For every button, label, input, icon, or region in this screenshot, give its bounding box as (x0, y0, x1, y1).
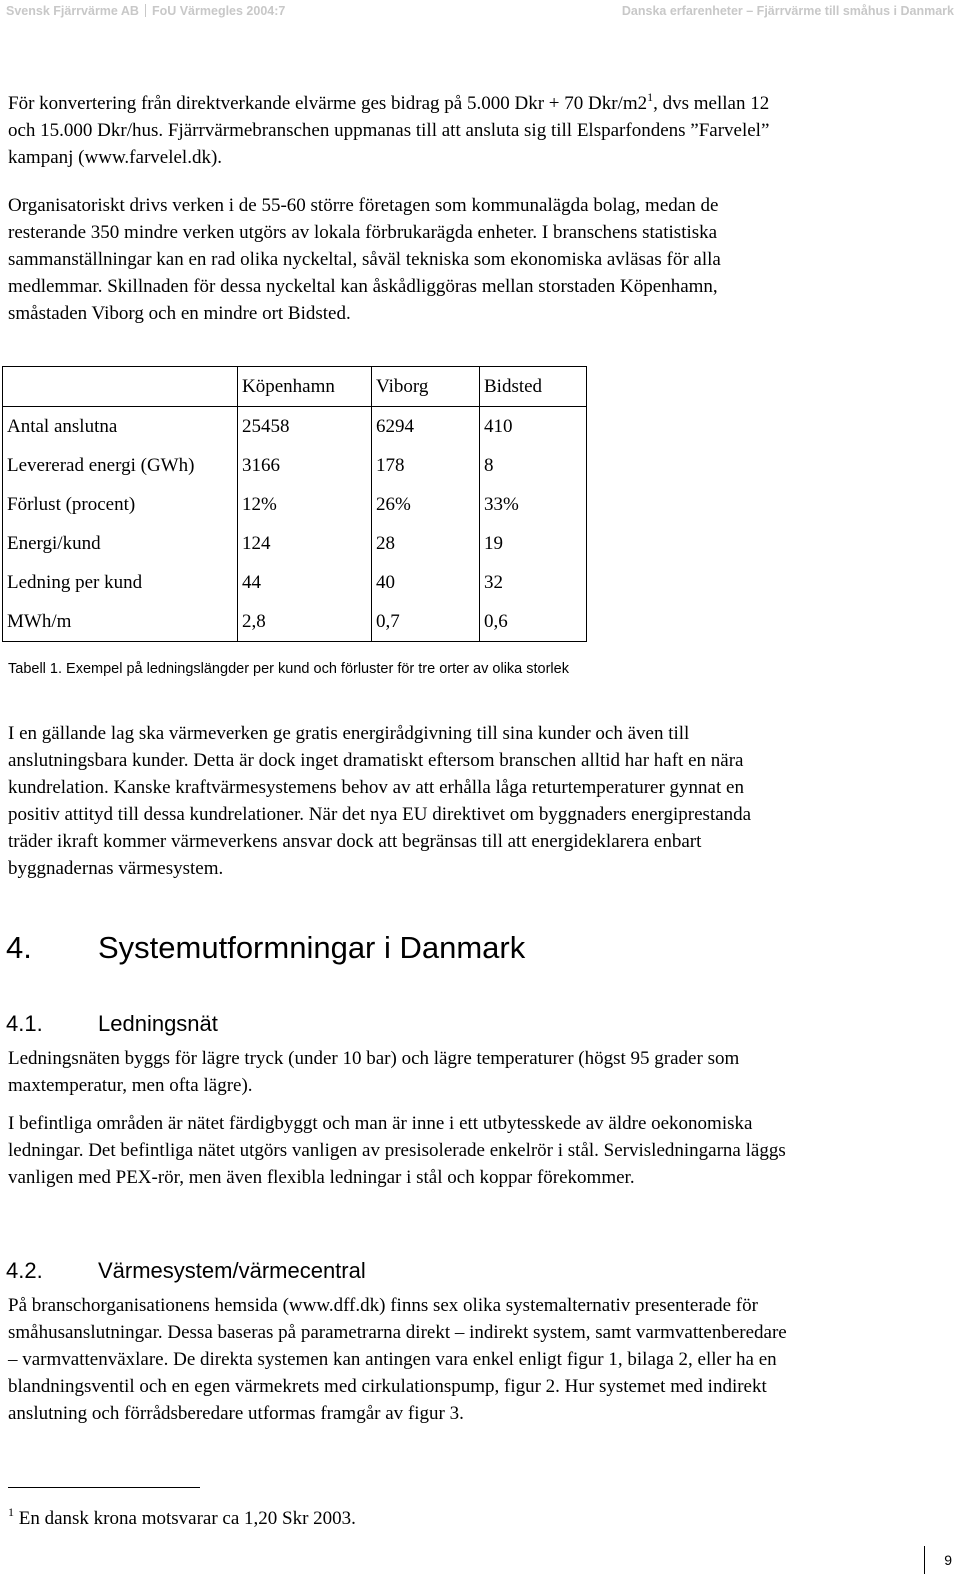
table-cell: 19 (480, 524, 587, 563)
table-row (3, 446, 587, 485)
table-header-cell (3, 367, 238, 407)
table-cell: 32 (480, 563, 587, 602)
table-row (3, 407, 587, 447)
table-cell: 178 (372, 446, 480, 485)
header-program: FoU Värmegles 2004:7 (151, 4, 286, 18)
intro-p1-text: För konvertering från direktverkande elvärme ges bidrag på 5.000 Dkr + 70 Dkr/m2 (8, 93, 648, 114)
table-cell: 33% (480, 485, 587, 524)
section-number: 4. (6, 930, 32, 965)
table-header-row (3, 367, 587, 407)
footnote-text: En dansk krona motsvarar ca 1,20 Skr 2003. (18, 1508, 356, 1529)
table-cell: Antal anslutna (3, 407, 238, 447)
header-chapter: Danska erfarenheter – Fjärrvärme till småhus i Danmark (621, 4, 954, 18)
subsection-title: Värmesystem/värmecentral (98, 1258, 366, 1283)
table-cell: 410 (480, 407, 587, 447)
subsection-title: Ledningsnät (98, 1011, 218, 1036)
table-cell: Förlust (procent) (3, 485, 238, 524)
header-separator (145, 4, 146, 17)
table-row (3, 524, 587, 563)
table-cell: 0,7 (372, 602, 480, 642)
comparison-table (2, 366, 587, 642)
table-cell: 3166 (238, 446, 372, 485)
table-caption: Tabell 1. Exempel på ledningslängder per kund och förluster för tre orter av olika storlek (8, 661, 569, 677)
table-cell: Ledning per kund (3, 563, 238, 602)
intro-p1-text2: , dvs mellan 12 och 15.000 Dkr/hus. Fjärrvärmebranschen uppmanas till att ansluta sig till Elsparfondens ”Farvelel” kampanj (www.farvelel.dk). (8, 93, 770, 168)
subsection-heading (6, 1258, 366, 1284)
table-cell: 124 (238, 524, 372, 563)
footnote-mark: 1 (8, 1505, 14, 1519)
footnote-reference: 1 (647, 90, 654, 104)
header-company: Svensk Fjärrvärme AB (6, 4, 139, 18)
section-paragraph: I befintliga områden är nätet färdigbyggt och man är inne i ett utbytesskede av äldre oekonomiska ledningar. Det befintliga nätet utgörs vanligen av presisolerade enkelrör i stål. Servisledningarna läggs vanligen med PEX-rör, men även flexibla ledningar i stål och koppar förekommer. (8, 1113, 786, 1188)
page-header (6, 4, 954, 22)
section-paragraph: Ledningsnäten byggs för lägre tryck (under 10 bar) och lägre temperaturer (högst 95 grader som maxtemperatur, men ofta lägre). (8, 1048, 740, 1096)
table-cell: Levererad energi (GWh) (3, 446, 238, 485)
subsection-heading (6, 1011, 218, 1037)
footnote-divider (8, 1487, 200, 1488)
table-cell: 2,8 (238, 602, 372, 642)
subsection-number: 4.1. (6, 1011, 43, 1036)
body-paragraph: I en gällande lag ska värmeverken ge gratis energirådgivning till sina kunder och även till anslutningsbara kunder. Detta är dock inget dramatiskt eftersom branschen alltid har haft en nära kundrelation. Kanske kraftvärmesystemens behov av att erhålla låga returtemperaturer gynnat en positiv attityd till dessa kundrelationer. När det nya EU direktivet om byggnaders energiprestanda träder ikraft kommer värmeverkens ansvar dock att begränsas till att energideklarera enbart byggnadernas värmesystem. (8, 723, 752, 879)
table-cell: Energi/kund (3, 524, 238, 563)
table-header-cell: Köpenhamn (238, 367, 372, 407)
table-cell: 6294 (372, 407, 480, 447)
section-title: Systemutformningar i Danmark (98, 930, 526, 965)
footnote (8, 1505, 356, 1530)
section-paragraph: På branschorganisationens hemsida (www.dff.dk) finns sex olika systemalternativ presenterade för småhusanslutningar. Dessa baseras på parametrarna direkt – indirekt system, samt varmvattenberedare – varmvattenväxlare. De direkta systemen kan antingen vara enkel enligt figur 1, bilaga 2, eller ha en blandningsventil och en egen värmekrets med cirkulationspump, figur 2. Hur systemet med indirekt anslutning och förrådsberedare utformas framgår av figur 3. (8, 1295, 787, 1424)
page-number: 9 (924, 1546, 954, 1574)
intro-paragraph-1 (8, 90, 798, 171)
intro-paragraph-2: Organisatoriskt drivs verken i de 55-60 större företagen som kommunalägda bolag, medan de resterande 350 mindre verken utgörs av lokala förbrukarägda enheter. I branschens statistiska sammanställningar kan en rad olika nyckeltal, såväl tekniska som ekonomiska avläsas för alla medlemmar. Skillnaden för dessa nyckeltal kan åskådliggöras mellan storstaden Köpenhamn, småstaden Viborg och en mindre ort Bidsted. (8, 195, 721, 324)
table-row (3, 485, 587, 524)
table-cell: 26% (372, 485, 480, 524)
table-cell: MWh/m (3, 602, 238, 642)
subsection-number: 4.2. (6, 1258, 43, 1283)
header-left (6, 4, 291, 18)
table-cell: 8 (480, 446, 587, 485)
table-row (3, 602, 587, 642)
table-cell: 12% (238, 485, 372, 524)
table-row (3, 563, 587, 602)
table-cell: 25458 (238, 407, 372, 447)
table-cell: 0,6 (480, 602, 587, 642)
table-cell: 28 (372, 524, 480, 563)
section-heading (6, 930, 525, 966)
table-header-cell: Viborg (372, 367, 480, 407)
table-header-cell: Bidsted (480, 367, 587, 407)
table-cell: 40 (372, 563, 480, 602)
table-cell: 44 (238, 563, 372, 602)
